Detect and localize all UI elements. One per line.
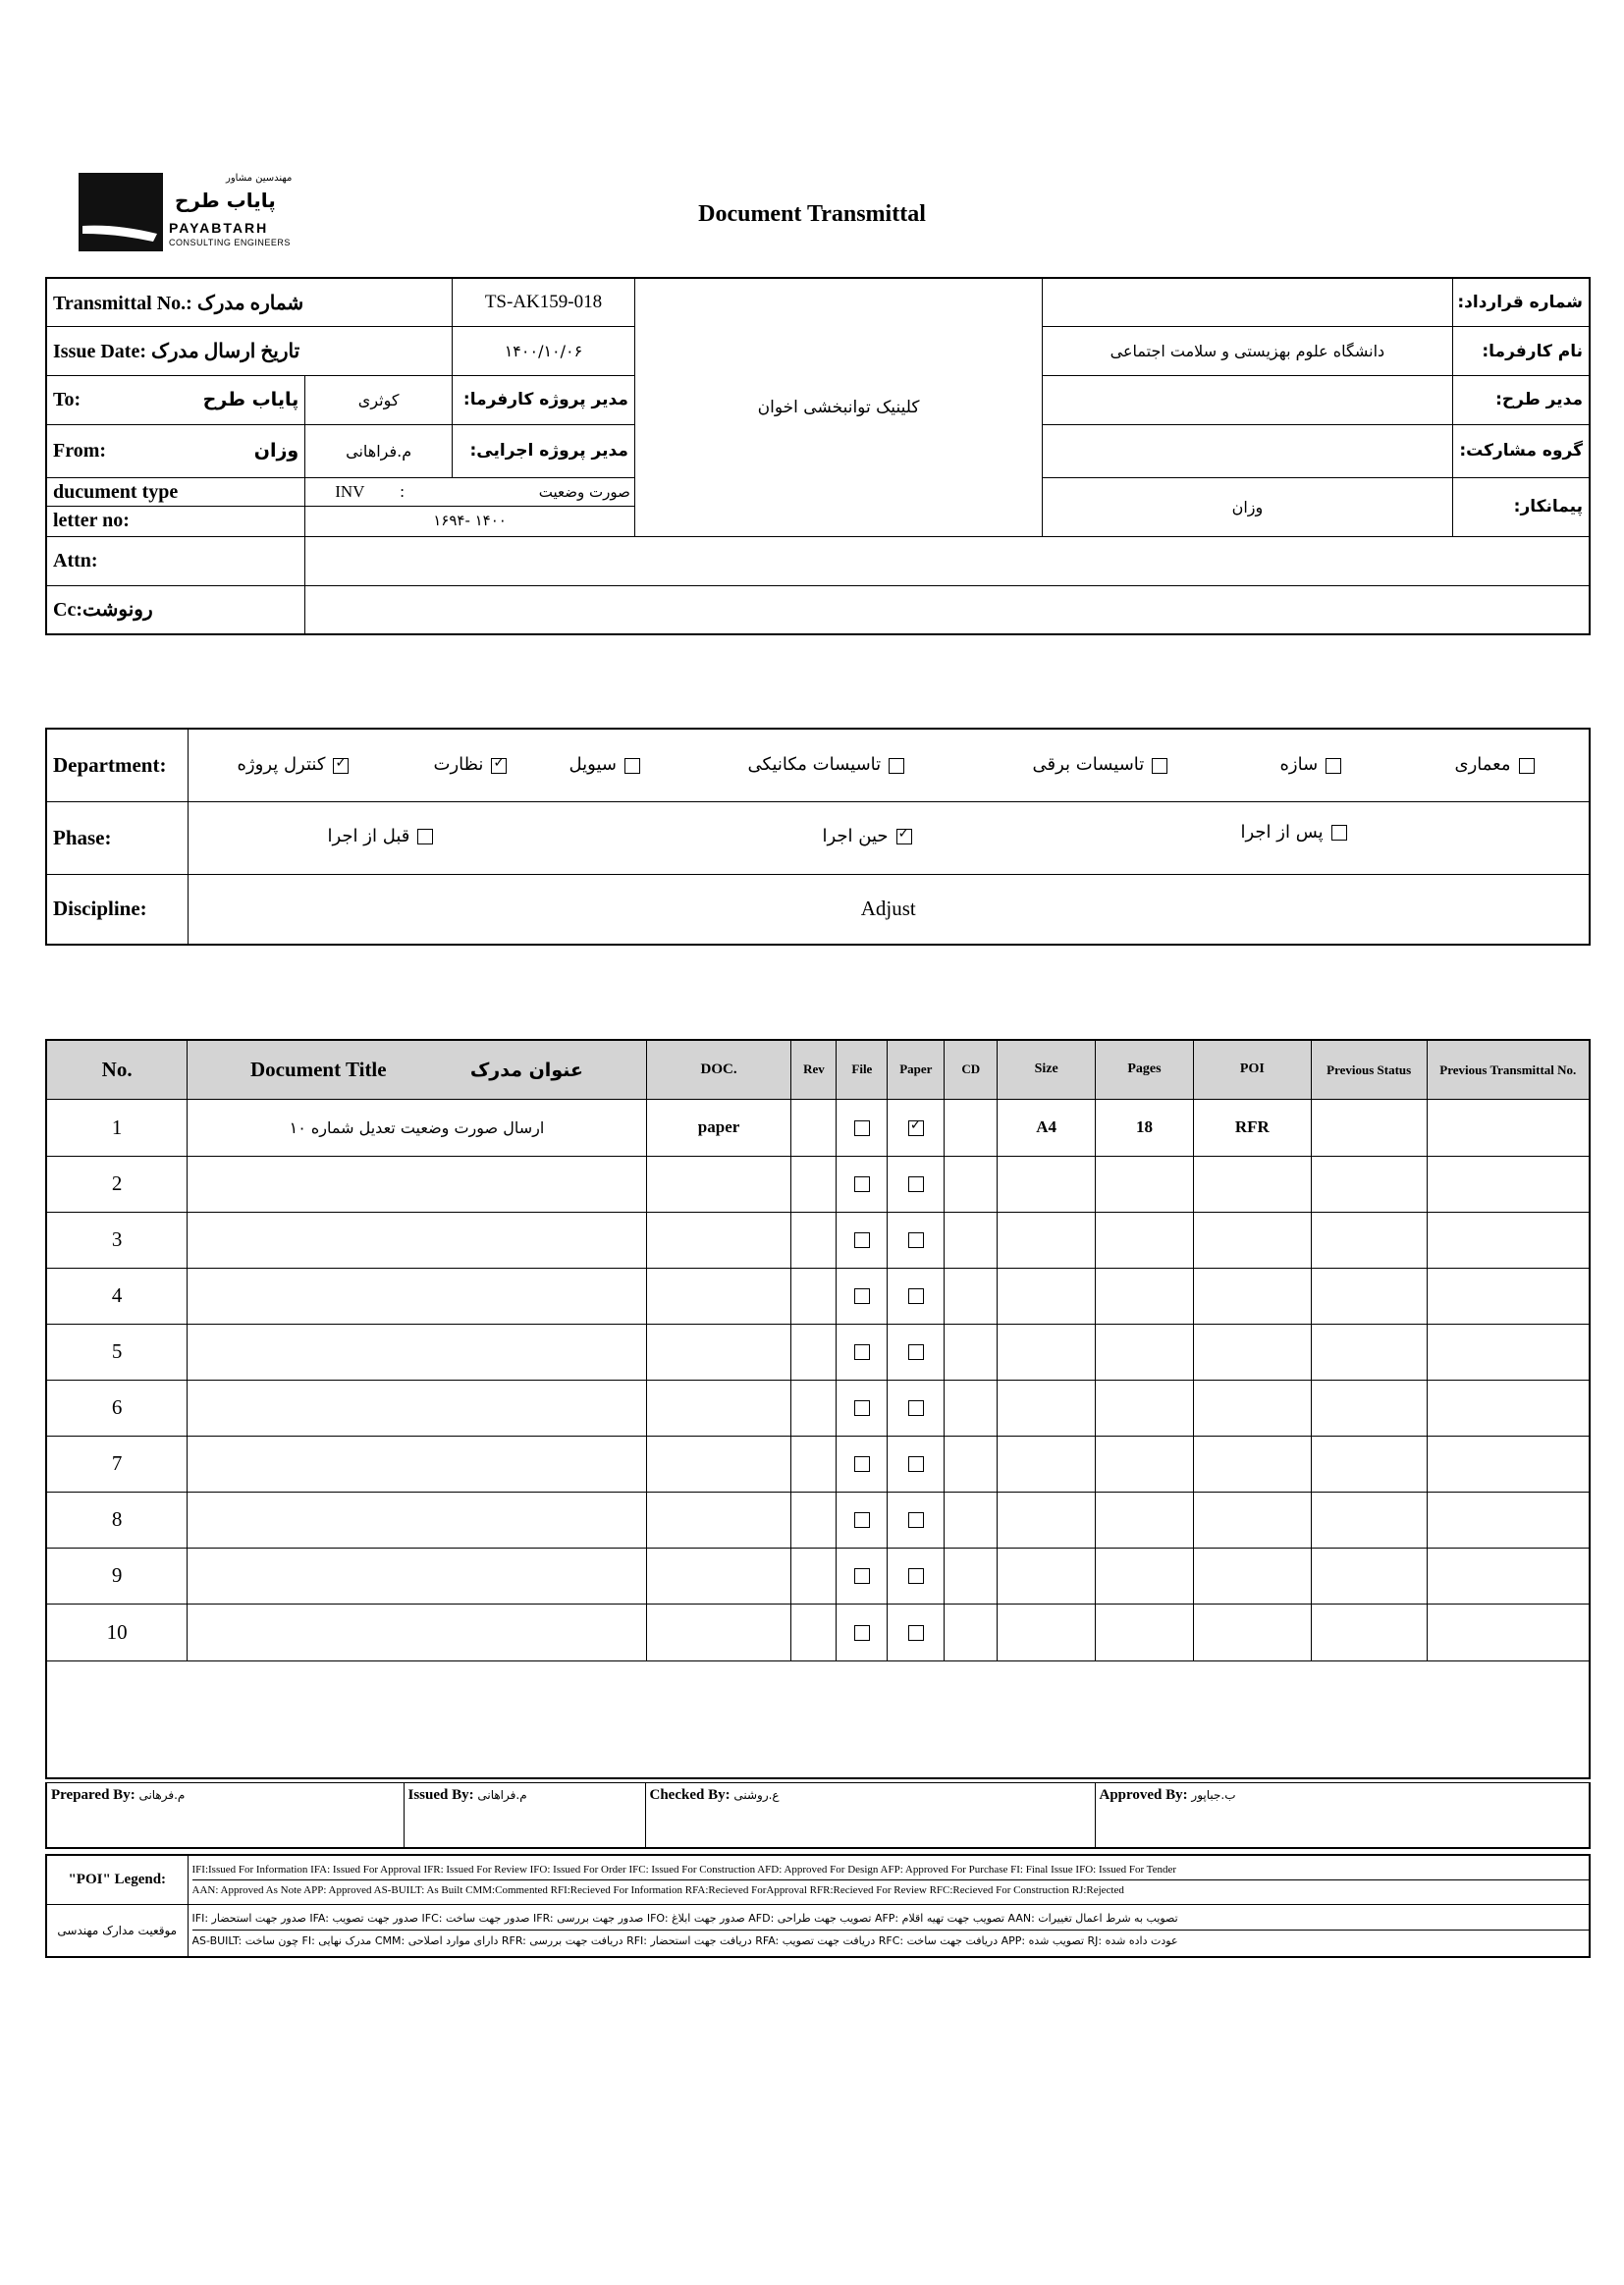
- row-no: 10: [46, 1604, 188, 1660]
- row-doc[interactable]: paper: [646, 1099, 791, 1156]
- row-title[interactable]: [188, 1268, 646, 1324]
- row-no: 3: [46, 1212, 188, 1268]
- row-paper-checkbox[interactable]: [908, 1288, 924, 1304]
- row-poi[interactable]: [1193, 1604, 1311, 1660]
- row-size[interactable]: [998, 1156, 1096, 1212]
- dept-architecture-checkbox[interactable]: [1519, 758, 1535, 774]
- signatures-table: [45, 1782, 1591, 1849]
- doc-type-letter-values: [305, 477, 635, 536]
- doc-type-label: ducument type: [53, 480, 179, 503]
- dept-architecture[interactable]: [1455, 754, 1535, 775]
- doc-type-letter-labels: [46, 477, 305, 536]
- row-paper: [888, 1212, 945, 1268]
- dept-civil-label: سیویل: [568, 754, 617, 775]
- row-pages[interactable]: [1096, 1212, 1194, 1268]
- row-cd[interactable]: [945, 1548, 998, 1604]
- fa-legend-label: موقعیت مدارک مهندسی: [46, 1904, 188, 1957]
- row-title[interactable]: [188, 1492, 646, 1548]
- row-paper: [888, 1492, 945, 1548]
- row-paper: [888, 1156, 945, 1212]
- row-file: [837, 1548, 888, 1604]
- phase-after-checkbox[interactable]: [1331, 825, 1347, 841]
- row-file: [837, 1380, 888, 1436]
- design-manager-label: مدیر طرح:: [1452, 376, 1590, 425]
- row-prev-status[interactable]: [1311, 1492, 1427, 1548]
- row-file-checkbox[interactable]: [854, 1625, 870, 1641]
- partner-group-value[interactable]: [1043, 424, 1452, 477]
- row-prev-status[interactable]: [1311, 1212, 1427, 1268]
- row-no: 8: [46, 1492, 188, 1548]
- dept-supervision[interactable]: [434, 754, 508, 775]
- row-cd[interactable]: [945, 1324, 998, 1380]
- table-row: [46, 1156, 1590, 1212]
- phase-during-checkbox[interactable]: [896, 829, 912, 844]
- from-cell: [46, 424, 305, 477]
- row-title[interactable]: [188, 1380, 646, 1436]
- issued-by-cell: [404, 1783, 645, 1849]
- dept-electrical-checkbox[interactable]: [1152, 758, 1167, 774]
- row-title[interactable]: [188, 1604, 646, 1660]
- checked-by-value[interactable]: ع.روشنی: [733, 1788, 780, 1802]
- row-prev-status[interactable]: [1311, 1268, 1427, 1324]
- row-pages[interactable]: [1096, 1492, 1194, 1548]
- row-pages[interactable]: [1096, 1156, 1194, 1212]
- logo-fa-subtitle: مهندسین مشاور: [226, 173, 293, 184]
- col-title-fa: عنوان مدرک: [469, 1059, 583, 1081]
- dept-electrical-label: تاسیسات برقی: [1032, 754, 1145, 775]
- logo-en-subtitle: CONSULTING ENGINEERS: [169, 238, 291, 247]
- row-prev-status[interactable]: [1311, 1099, 1427, 1156]
- row-prev-transmittal[interactable]: [1427, 1604, 1590, 1660]
- dept-project-control[interactable]: [238, 754, 350, 775]
- phase-during-label: حین اجرا: [822, 825, 889, 846]
- documents-table: [45, 1039, 1591, 1779]
- doc-type-sep: :: [400, 481, 405, 501]
- checked-by-label: Checked By:: [649, 1787, 731, 1803]
- row-file-checkbox[interactable]: [854, 1120, 870, 1136]
- logo-en-name: PAYABTARH: [169, 220, 269, 236]
- row-paper: [888, 1099, 945, 1156]
- row-rev[interactable]: [791, 1212, 837, 1268]
- exec-pm-label: مدیر پروژه اجرایی:: [453, 424, 635, 477]
- row-pages[interactable]: [1096, 1604, 1194, 1660]
- row-rev[interactable]: [791, 1268, 837, 1324]
- row-file-checkbox[interactable]: [854, 1176, 870, 1192]
- table-row: [46, 1548, 1590, 1604]
- row-size[interactable]: [998, 1268, 1096, 1324]
- poi-legend-line-1: IFI:Issued For Information IFA: Issued For Approval IFR: Issued For Review IFO: Issued For Order IFC: Issued For Construction AFD: Approved For Design AFP: Approved For Purchase FI: Final Issue IFO: Issued For Tender: [191, 1863, 1177, 1876]
- table-row: [46, 1492, 1590, 1548]
- row-file-checkbox[interactable]: [854, 1288, 870, 1304]
- row-cd[interactable]: [945, 1268, 998, 1324]
- project-name: کلینیک توانبخشی اخوان: [634, 278, 1042, 536]
- row-title[interactable]: ارسال صورت وضعیت تعدیل شماره ۱۰: [188, 1099, 646, 1156]
- table-row: [46, 1268, 1590, 1324]
- attn-value[interactable]: [305, 536, 1590, 585]
- row-paper-checkbox[interactable]: [908, 1400, 924, 1416]
- phase-during[interactable]: [823, 826, 912, 846]
- col-no: No.: [46, 1040, 188, 1099]
- row-file-checkbox[interactable]: [854, 1344, 870, 1360]
- row-size[interactable]: [998, 1604, 1096, 1660]
- row-title[interactable]: [188, 1156, 646, 1212]
- row-file: [837, 1324, 888, 1380]
- row-no: 2: [46, 1156, 188, 1212]
- row-size[interactable]: [998, 1212, 1096, 1268]
- row-no: 5: [46, 1324, 188, 1380]
- row-paper-checkbox[interactable]: [908, 1568, 924, 1584]
- letter-no-value[interactable]: ۱۴۰۰ -۱۶۹۴: [305, 506, 634, 533]
- row-cd[interactable]: [945, 1212, 998, 1268]
- row-paper-checkbox[interactable]: [908, 1625, 924, 1641]
- row-paper-checkbox[interactable]: [908, 1232, 924, 1248]
- approved-by-label: Approved By:: [1099, 1787, 1188, 1803]
- row-prev-transmittal[interactable]: [1427, 1099, 1590, 1156]
- contractor-value[interactable]: وزان: [1043, 477, 1452, 536]
- row-paper-checkbox[interactable]: [908, 1512, 924, 1528]
- row-pages[interactable]: [1096, 1380, 1194, 1436]
- row-cd[interactable]: [945, 1492, 998, 1548]
- row-rev[interactable]: [791, 1604, 837, 1660]
- transmittal-no-label: Transmittal No.: شماره مدرک: [46, 278, 453, 327]
- row-rev[interactable]: [791, 1436, 837, 1492]
- col-prev-transmittal: Previous Transmittal No.: [1427, 1040, 1590, 1099]
- doc-type-code[interactable]: INV: [335, 481, 365, 501]
- row-file-checkbox[interactable]: [854, 1456, 870, 1472]
- dept-architecture-label: معماری: [1454, 754, 1511, 775]
- table-row: [46, 1604, 1590, 1660]
- row-prev-status[interactable]: [1311, 1380, 1427, 1436]
- phase-after[interactable]: [1241, 822, 1347, 843]
- dept-structure-checkbox[interactable]: [1326, 758, 1341, 774]
- row-doc[interactable]: [646, 1212, 791, 1268]
- row-file: [837, 1212, 888, 1268]
- from-value[interactable]: وزان: [253, 439, 299, 462]
- col-prev-status: Previous Status: [1311, 1040, 1427, 1099]
- row-file-checkbox[interactable]: [854, 1512, 870, 1528]
- row-size[interactable]: [998, 1548, 1096, 1604]
- row-doc[interactable]: [646, 1604, 791, 1660]
- issue-date-value[interactable]: ۱۴۰۰/۱۰/۰۶: [453, 327, 635, 376]
- phase-label: Phase:: [46, 801, 188, 874]
- row-prev-status[interactable]: [1311, 1436, 1427, 1492]
- approved-by-cell: [1095, 1783, 1590, 1849]
- approved-by-value[interactable]: ب.جباپور: [1191, 1788, 1236, 1802]
- client-pm-label: مدیر پروژه کارفرما:: [453, 376, 635, 425]
- row-no: 9: [46, 1548, 188, 1604]
- row-pages[interactable]: [1096, 1548, 1194, 1604]
- cc-value[interactable]: [305, 585, 1590, 634]
- row-rev[interactable]: [791, 1324, 837, 1380]
- row-poi[interactable]: [1193, 1436, 1311, 1492]
- row-file-checkbox[interactable]: [854, 1568, 870, 1584]
- documents-blank-area: [46, 1660, 1590, 1778]
- row-prev-transmittal[interactable]: [1427, 1492, 1590, 1548]
- row-doc[interactable]: [646, 1156, 791, 1212]
- prepared-by-value[interactable]: م.فرهانی: [138, 1788, 186, 1802]
- row-title[interactable]: [188, 1548, 646, 1604]
- row-paper: [888, 1268, 945, 1324]
- row-prev-transmittal[interactable]: [1427, 1548, 1590, 1604]
- discipline-value[interactable]: Adjust: [188, 874, 1590, 945]
- row-cd[interactable]: [945, 1604, 998, 1660]
- col-paper: Paper: [888, 1040, 945, 1099]
- row-doc[interactable]: [646, 1492, 791, 1548]
- fa-legend-line-1: IFI: صدور جهت استحضار IFA: صدور جهت تصویب IFC: صدور جهت ساخت IFR: صدور جهت بررسی IFO: صدور جهت ابلاغ AFD: تصویب جهت طراحی AFP: تصویب جهت تهیه اقلام AAN: تصویب به شرط اعمال تغییرات: [191, 1912, 1178, 1926]
- dept-project-control-checkbox[interactable]: [333, 758, 349, 774]
- row-prev-transmittal[interactable]: [1427, 1436, 1590, 1492]
- row-prev-transmittal[interactable]: [1427, 1324, 1590, 1380]
- discipline-label: Discipline:: [46, 874, 188, 945]
- classification-table: [45, 728, 1591, 946]
- poi-legend-line-2: AAN: Approved As Note APP: Approved AS-BUILT: As Built CMM:Commented RFI:Recieved For Information RFA:Recieved ForApproval RFR:Recieved For Review RFC:Recieved For Construction RJ:Rejected: [192, 1879, 1590, 1900]
- issue-date-label: Issue Date: تاریخ ارسال مدرک: [46, 327, 453, 376]
- col-rev: Rev: [791, 1040, 837, 1099]
- row-rev[interactable]: [791, 1548, 837, 1604]
- row-pages[interactable]: [1096, 1436, 1194, 1492]
- row-prev-status[interactable]: [1311, 1548, 1427, 1604]
- table-row: [46, 1099, 1590, 1156]
- row-size[interactable]: [998, 1436, 1096, 1492]
- letter-no-label: letter no:: [47, 506, 304, 534]
- contract-no-label: شماره قرارداد:: [1452, 278, 1590, 327]
- row-doc[interactable]: [646, 1268, 791, 1324]
- department-options: [188, 729, 1590, 801]
- row-prev-status[interactable]: [1311, 1604, 1427, 1660]
- row-pages[interactable]: [1096, 1268, 1194, 1324]
- legend-table: [45, 1854, 1591, 1958]
- row-pages[interactable]: 18: [1096, 1099, 1194, 1156]
- row-size[interactable]: A4: [998, 1099, 1096, 1156]
- row-file: [837, 1436, 888, 1492]
- row-paper: [888, 1380, 945, 1436]
- to-value[interactable]: پایاب طرح: [202, 388, 299, 410]
- row-rev[interactable]: [791, 1099, 837, 1156]
- transmittal-no-value[interactable]: TS-AK159-018: [453, 278, 635, 327]
- row-poi[interactable]: [1193, 1492, 1311, 1548]
- row-paper-checkbox[interactable]: [908, 1176, 924, 1192]
- dept-civil[interactable]: [569, 754, 640, 775]
- phase-options: [188, 801, 1590, 874]
- to-label: To:: [53, 388, 81, 410]
- row-file: [837, 1604, 888, 1660]
- table-row: [46, 1324, 1590, 1380]
- row-poi[interactable]: [1193, 1268, 1311, 1324]
- col-size: Size: [998, 1040, 1096, 1099]
- client-pm-name[interactable]: کوثری: [305, 376, 453, 425]
- col-title-en: Document Title: [249, 1057, 387, 1081]
- cc-label: Cc:رونوشت: [46, 585, 305, 634]
- to-cell: [46, 376, 305, 425]
- logo-fa-name: پایاب طرح: [175, 189, 276, 212]
- row-paper-checkbox[interactable]: [908, 1120, 924, 1136]
- col-pages: Pages: [1096, 1040, 1194, 1099]
- attn-label: Attn:: [46, 536, 305, 585]
- dept-project-control-label: کنترل پروژه: [237, 754, 326, 775]
- dept-supervision-checkbox[interactable]: [491, 758, 507, 774]
- row-size[interactable]: [998, 1492, 1096, 1548]
- row-title[interactable]: [188, 1436, 646, 1492]
- row-cd[interactable]: [945, 1380, 998, 1436]
- page-title: Document Transmittal: [698, 201, 926, 227]
- row-cd[interactable]: [945, 1156, 998, 1212]
- row-file: [837, 1492, 888, 1548]
- row-cd[interactable]: [945, 1436, 998, 1492]
- row-cd[interactable]: [945, 1099, 998, 1156]
- row-doc[interactable]: [646, 1324, 791, 1380]
- dept-mechanical[interactable]: [748, 754, 905, 775]
- design-manager-value[interactable]: [1043, 376, 1452, 425]
- row-poi[interactable]: [1193, 1324, 1311, 1380]
- row-doc[interactable]: [646, 1548, 791, 1604]
- row-title[interactable]: [188, 1324, 646, 1380]
- col-file: File: [837, 1040, 888, 1099]
- header-table: [45, 277, 1591, 635]
- row-size[interactable]: [998, 1380, 1096, 1436]
- row-poi[interactable]: [1193, 1212, 1311, 1268]
- contract-no-value[interactable]: [1043, 278, 1452, 327]
- checked-by-cell: [645, 1783, 1095, 1849]
- dept-mechanical-checkbox[interactable]: [889, 758, 904, 774]
- row-doc[interactable]: [646, 1380, 791, 1436]
- row-file: [837, 1268, 888, 1324]
- table-row: [46, 1436, 1590, 1492]
- from-label: From:: [53, 439, 107, 462]
- row-no: 4: [46, 1268, 188, 1324]
- poi-legend-lines: [188, 1855, 1590, 1904]
- row-file-checkbox[interactable]: [854, 1400, 870, 1416]
- row-paper-checkbox[interactable]: [908, 1456, 924, 1472]
- row-file-checkbox[interactable]: [854, 1232, 870, 1248]
- row-paper: [888, 1436, 945, 1492]
- col-title: [188, 1040, 646, 1099]
- row-poi[interactable]: [1193, 1156, 1311, 1212]
- row-rev[interactable]: [791, 1492, 837, 1548]
- prepared-by-label: Prepared By:: [51, 1787, 135, 1803]
- dept-civil-checkbox[interactable]: [624, 758, 640, 774]
- row-poi[interactable]: RFR: [1193, 1099, 1311, 1156]
- row-prev-status[interactable]: [1311, 1156, 1427, 1212]
- phase-before-label: قبل از اجرا: [327, 825, 410, 846]
- row-file: [837, 1099, 888, 1156]
- row-size[interactable]: [998, 1324, 1096, 1380]
- row-no: 6: [46, 1380, 188, 1436]
- row-poi[interactable]: [1193, 1548, 1311, 1604]
- poi-legend-label: "POI" Legend:: [46, 1855, 188, 1904]
- fa-legend-lines: [188, 1904, 1590, 1957]
- row-paper: [888, 1324, 945, 1380]
- row-doc[interactable]: [646, 1436, 791, 1492]
- row-paper: [888, 1604, 945, 1660]
- row-pages[interactable]: [1096, 1324, 1194, 1380]
- phase-before[interactable]: [328, 826, 434, 846]
- prepared-by-cell: [46, 1783, 404, 1849]
- table-row: [46, 1212, 1590, 1268]
- employer-label: نام کارفرما:: [1452, 327, 1590, 376]
- row-no: 1: [46, 1099, 188, 1156]
- row-prev-transmittal[interactable]: [1427, 1380, 1590, 1436]
- dept-supervision-label: نظارت: [433, 754, 484, 775]
- phase-before-checkbox[interactable]: [417, 829, 433, 844]
- phase-after-label: پس از اجرا: [1240, 821, 1324, 843]
- partner-group-label: گروه مشارکت:: [1452, 424, 1590, 477]
- contractor-label: پیمانکار:: [1452, 477, 1590, 536]
- dept-electrical[interactable]: [1033, 754, 1168, 775]
- row-prev-status[interactable]: [1311, 1324, 1427, 1380]
- exec-pm-name[interactable]: م.فراهانی: [305, 424, 453, 477]
- department-label: Department:: [46, 729, 188, 801]
- dept-structure[interactable]: [1280, 754, 1342, 775]
- row-paper: [888, 1548, 945, 1604]
- dept-structure-label: سازه: [1279, 754, 1319, 775]
- row-prev-transmittal[interactable]: [1427, 1156, 1590, 1212]
- col-poi: POI: [1193, 1040, 1311, 1099]
- row-poi[interactable]: [1193, 1380, 1311, 1436]
- row-title[interactable]: [188, 1212, 646, 1268]
- table-row: [46, 1380, 1590, 1436]
- row-prev-transmittal[interactable]: [1427, 1212, 1590, 1268]
- employer-value[interactable]: دانشگاه علوم بهزیستی و سلامت اجتماعی: [1043, 327, 1452, 376]
- row-file: [837, 1156, 888, 1212]
- row-rev[interactable]: [791, 1156, 837, 1212]
- dept-mechanical-label: تاسیسات مکانیکی: [747, 754, 882, 775]
- col-cd: CD: [945, 1040, 998, 1099]
- row-prev-transmittal[interactable]: [1427, 1268, 1590, 1324]
- row-rev[interactable]: [791, 1380, 837, 1436]
- row-paper-checkbox[interactable]: [908, 1344, 924, 1360]
- doc-type-value[interactable]: صورت وضعیت: [538, 482, 630, 501]
- issued-by-value[interactable]: م.فراهانی: [477, 1788, 527, 1802]
- col-doc: DOC.: [646, 1040, 791, 1099]
- fa-legend-line-2: AS-BUILT: چون ساخت FI: مدرک نهایی CMM: دارای موارد اصلاحی RFR: دریافت جهت بررسی RFI: دریافت جهت استحضار RFA: دریافت جهت تصویب RFC: دریافت جهت ساخت APP: تصویب شده RJ: عودت داده شده: [192, 1930, 1590, 1952]
- issued-by-label: Issued By:: [407, 1787, 474, 1803]
- row-no: 7: [46, 1436, 188, 1492]
